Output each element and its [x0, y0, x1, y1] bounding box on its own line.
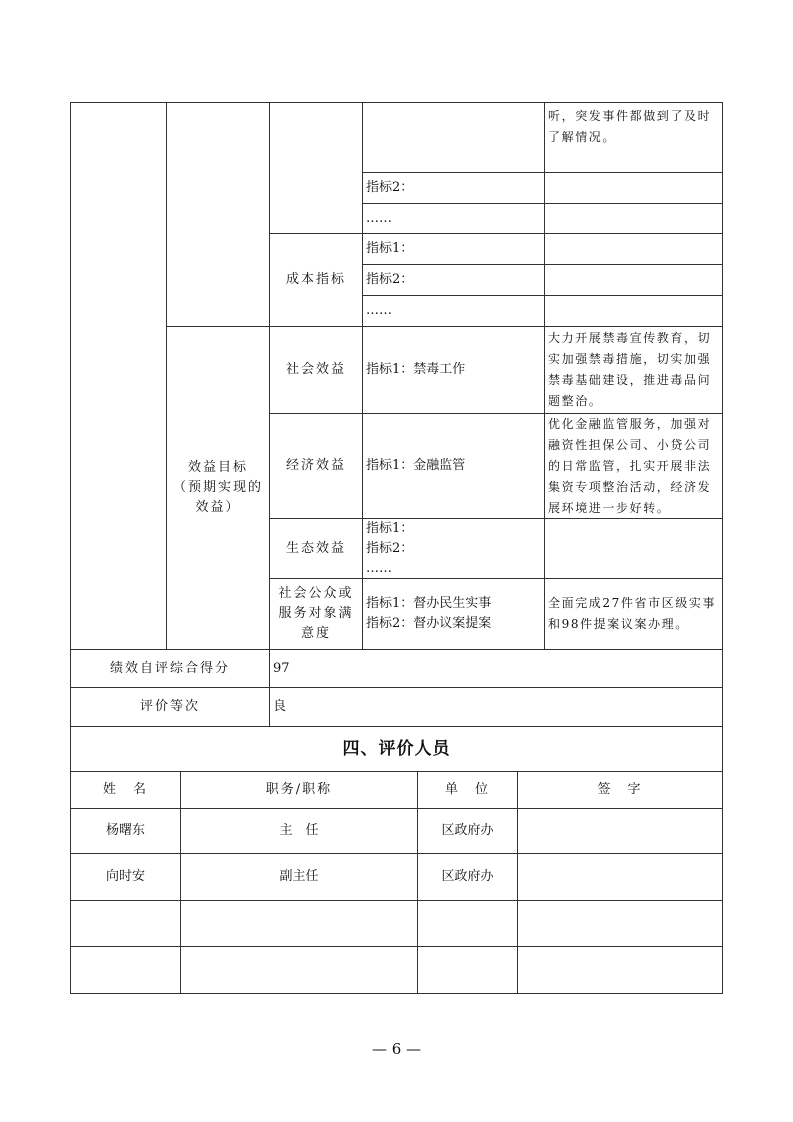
- indicator-description-text: 全面完成27件省市区级实事和98件提案议案办理。: [548, 596, 717, 631]
- evaluator-name-cell: [70, 853, 181, 901]
- evaluator-name-cell: [70, 946, 181, 994]
- social-benefit-label-text: 社会效益: [285, 362, 346, 377]
- header-position-text: 职务/职称: [265, 782, 333, 797]
- evaluator-name-cell: [70, 808, 181, 854]
- indicator-cell-text: 指标1：禁毒工作: [366, 362, 466, 377]
- grade-label: [70, 687, 270, 727]
- benefit-target-label: [166, 326, 270, 650]
- indicator-cell: [362, 233, 545, 265]
- header-name-text: 姓 名: [102, 782, 148, 797]
- indicator-description: [544, 326, 723, 414]
- indicator-description: [544, 578, 723, 650]
- evaluator-unit-cell-text: 区政府办: [441, 869, 494, 884]
- header-name: [70, 771, 181, 809]
- indicator-cell: [362, 172, 545, 204]
- grade-value: [269, 687, 723, 727]
- evaluator-unit-cell: [417, 853, 518, 901]
- economic-benefit-label: [269, 413, 363, 519]
- indicator-description: [544, 172, 723, 204]
- evaluator-name-cell-text: 杨曙东: [105, 823, 145, 838]
- evaluator-position-cell: [180, 853, 418, 901]
- grade-label-text: 评价等次: [139, 699, 200, 714]
- evaluator-position-cell: [180, 808, 418, 854]
- indicator-cell: [362, 518, 545, 579]
- indicator-cell-text: 指标2：: [366, 180, 414, 195]
- evaluator-position-cell: [180, 946, 418, 994]
- indicator-description-text: 优化金融监管服务，加强对融资性担保公司、小贷公司的日常监管，扎实开展非法集资专项整治活动，经济发展环境进一步好转。: [548, 416, 712, 515]
- header-unit-text: 单 位: [444, 782, 490, 797]
- indicator-description-text: 听，突发事件都做到了及时了解情况。: [548, 109, 712, 144]
- indicator-cell: [362, 295, 545, 327]
- indicator-description: [544, 295, 723, 327]
- indicator-description: [544, 233, 723, 265]
- indicator-cell-text: 指标1： 指标2： ……: [366, 520, 414, 576]
- economic-benefit-label-text: 经济效益: [285, 458, 346, 473]
- indicator-description: [544, 102, 723, 173]
- indicator-cell: [362, 203, 545, 234]
- blank-indicator-cell: [362, 102, 545, 173]
- ecological-benefit-label: [269, 518, 363, 579]
- social-benefit-label: [269, 326, 363, 414]
- evaluator-name-cell: [70, 900, 181, 947]
- evaluators-section-title: [70, 726, 723, 772]
- grade-value-text: 良: [273, 699, 287, 714]
- evaluator-position-cell-text: 主 任: [279, 823, 319, 838]
- indicator-cell-text: 指标1：金融监管: [366, 458, 466, 473]
- indicator-description: [544, 264, 723, 296]
- header-signature-text: 签 字: [597, 782, 643, 797]
- evaluator-signature-cell: [517, 900, 723, 947]
- evaluator-unit-cell: [417, 900, 518, 947]
- score-label: [70, 649, 270, 688]
- indicator-description-text: 大力开展禁毒宣传教育，切实加强禁毒措施，切实加强禁毒基础建设，推进毒品问题整治。: [548, 331, 712, 408]
- page-number: — 6 —: [371, 1040, 422, 1058]
- indicator-description: [544, 413, 723, 519]
- evaluator-unit-cell: [417, 808, 518, 854]
- satisfaction-label: [269, 578, 363, 650]
- header-position: [180, 771, 418, 809]
- indicator-cell-text: 指标2：: [366, 272, 414, 287]
- indicator-cell-text: 指标1：: [366, 241, 414, 256]
- evaluator-signature-cell: [517, 853, 723, 901]
- indicator-cell: [362, 326, 545, 414]
- benefit-target-label-text: 效益目标 （预期实现的 效益）: [172, 460, 263, 515]
- score-label-text: 绩效自评综合得分: [109, 660, 230, 676]
- indicator-cell: [362, 264, 545, 296]
- score-value: [269, 649, 723, 688]
- header-unit: [417, 771, 518, 809]
- indicator-cell-text: ……: [366, 303, 392, 318]
- evaluator-position-cell-text: 副主任: [279, 869, 319, 884]
- blank-category-cell: [166, 102, 270, 327]
- indicator-cell: [362, 413, 545, 519]
- blank-column-cell: [70, 102, 167, 650]
- indicator-description: [544, 203, 723, 234]
- cost-indicator-label: [269, 233, 363, 327]
- evaluator-signature-cell: [517, 808, 723, 854]
- satisfaction-label-text: 社会公众或 服务对象满 意度: [278, 586, 354, 641]
- evaluator-unit-cell-text: 区政府办: [441, 823, 494, 838]
- evaluator-unit-cell: [417, 946, 518, 994]
- indicator-cell-text: 指标1：督办民生实事 指标2：督办议案提案: [366, 596, 492, 631]
- ecological-benefit-label-text: 生态效益: [285, 540, 346, 556]
- blank-subcategory-cell: [269, 102, 363, 234]
- evaluator-position-cell: [180, 900, 418, 947]
- evaluator-name-cell-text: 向时安: [105, 869, 145, 884]
- indicator-cell: [362, 578, 545, 650]
- evaluator-signature-cell: [517, 946, 723, 994]
- header-signature: [517, 771, 723, 809]
- indicator-description: [544, 518, 723, 579]
- indicator-cell-text: ……: [366, 210, 392, 226]
- score-value-text: 97: [273, 660, 290, 676]
- cost-indicator-label-text: 成本指标: [285, 272, 346, 287]
- evaluators-section-title-text: 四、评价人员: [342, 739, 451, 759]
